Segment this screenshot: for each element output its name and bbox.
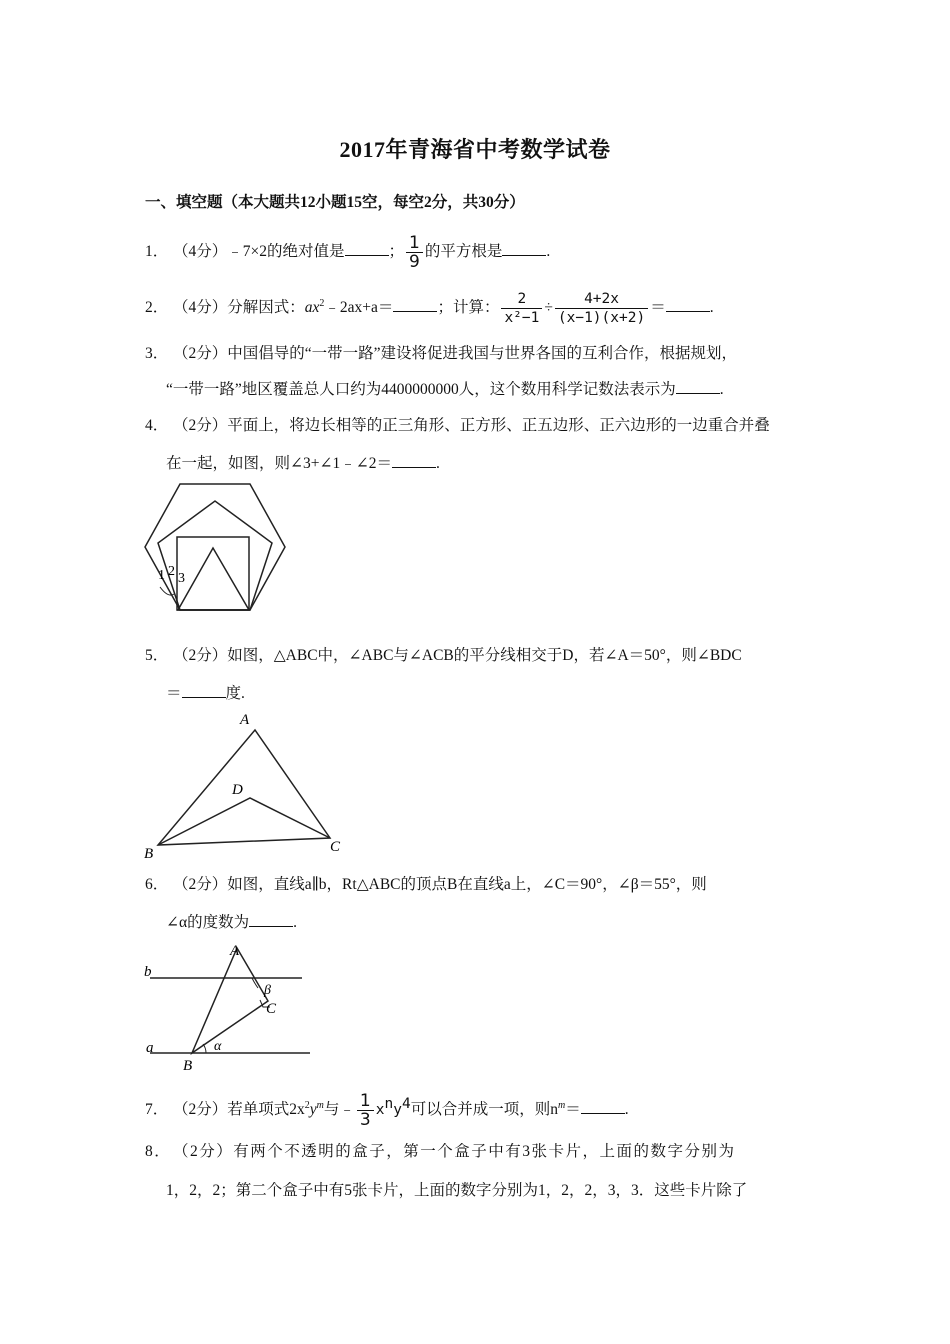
variable: y (309, 1101, 317, 1119)
denominator: 3 (359, 1110, 371, 1130)
question-5-line-2 (166, 682, 245, 706)
equals-sign: ＝ (565, 1101, 581, 1119)
question-number: 4． (145, 417, 169, 434)
period: . (624, 1101, 629, 1119)
denominator: (x−1)(x+2) (557, 310, 646, 326)
variable: x (375, 1102, 385, 1119)
variable: y (393, 1102, 402, 1119)
answer-blank (392, 453, 436, 468)
question-text: “一带一路”地区覆盖总人口约为4400000000人，这个数用科学记数法表示为 (166, 381, 676, 398)
line-label-a: a (146, 1040, 154, 1056)
question-score: （2分） (173, 1143, 234, 1160)
question-7 (145, 1092, 629, 1129)
vertex-label-b: B (183, 1058, 193, 1074)
numerator: 2 (501, 290, 542, 309)
question-text: ∠α的度数为 (166, 914, 250, 931)
exponent: m (316, 1099, 324, 1111)
question-text: 如图，直线a∥b，Rt△ABC的顶点B在直线a上，∠C＝90°，∠β＝55°，则 (227, 876, 707, 893)
question-1 (145, 234, 550, 271)
question-number: 8． (145, 1143, 172, 1160)
pentagon-shape (158, 501, 272, 610)
answer-blank (393, 297, 437, 312)
question-text: 如图，△ABC中，∠ABC与∠ACB的平分线相交于D，若∠A＝50°，则∠BDC (227, 647, 742, 664)
exponent: 4 (401, 1095, 411, 1112)
question-number: 7． (145, 1101, 169, 1119)
denominator: x²−1 (504, 310, 540, 326)
exponent: 2 (304, 1099, 310, 1111)
question-3 (145, 342, 737, 366)
polygons-figure (140, 480, 295, 615)
question-score: （4分） (173, 299, 228, 317)
question-6 (145, 873, 707, 897)
question-text: ；计算： (437, 299, 500, 317)
page-title: 2017年青海省中考数学试卷 (339, 137, 611, 162)
question-8 (145, 1140, 736, 1164)
numerator: 1 (357, 1092, 374, 1111)
triangle-abc-figure (140, 708, 355, 863)
question-text: 可以合并成一项，则n (410, 1101, 558, 1119)
question-4-line-2 (166, 452, 440, 476)
bisector-lines (158, 798, 330, 845)
answer-blank (666, 297, 710, 312)
answer-blank (676, 379, 720, 394)
expression: ax (304, 299, 320, 317)
question-text: 1，2，2；第二个盒子中有5张卡片，上面的数字分别为1，2，2，3，3．这些卡片除了 (166, 1182, 748, 1199)
question-number: 5． (145, 647, 169, 664)
question-score: （4分） (173, 243, 228, 261)
question-score: （2分） (173, 345, 228, 362)
question-8-line-2 (166, 1179, 747, 1203)
angle-label-1: 1 (158, 568, 165, 583)
question-score: （2分） (173, 417, 228, 434)
numerator: 4+2x (555, 290, 648, 309)
question-3-line-2 (166, 378, 724, 402)
vertex-label-c: C (266, 1001, 277, 1017)
numerator: 1 (406, 234, 423, 253)
expression: ﹣2ax+a＝ (324, 299, 394, 317)
question-text: 若单项式2x (227, 1101, 305, 1119)
point-label-d: D (232, 782, 243, 798)
question-6-line-2 (166, 911, 297, 935)
vertex-label-a: A (230, 943, 240, 959)
question-text: 有两个不透明的盒子，第一个盒子中有3张卡片，上面的数字分别为 (233, 1143, 736, 1160)
question-score: （2分） (173, 1101, 228, 1119)
angle-label-3: 3 (178, 571, 185, 586)
question-4 (145, 414, 770, 438)
angle-label-2: 2 (168, 564, 175, 579)
exponent: n (384, 1095, 394, 1112)
question-number: 2． (145, 299, 169, 317)
question-text: 在一起，如图，则∠3+∠1﹣∠2＝ (166, 455, 392, 472)
angle-arc (160, 587, 174, 595)
denominator: 9 (409, 252, 420, 272)
question-number: 1． (145, 243, 169, 261)
question-text: 与﹣ (323, 1101, 355, 1119)
answer-blank (345, 241, 389, 256)
right-triangle (192, 948, 268, 1053)
period: . (435, 455, 440, 472)
question-text: 平面上，将边长相等的正三角形、正方形、正五边形、正六边形的一边重合并叠 (227, 417, 770, 434)
vertex-label-a: A (240, 712, 250, 728)
answer-blank (502, 241, 546, 256)
vertex-label-b: B (144, 846, 154, 862)
question-score: （2分） (173, 647, 228, 664)
answer-blank (249, 912, 293, 927)
fraction (357, 1092, 374, 1129)
question-text: ﹣7×2的绝对值是 (227, 243, 345, 261)
question-text: 度. (225, 685, 245, 702)
line-label-b: b (144, 964, 152, 980)
answer-blank (182, 683, 226, 698)
question-text: 中国倡导的“一带一路”建设将促进我国与世界各国的互利合作，根据规划， (227, 345, 738, 362)
parallel-lines-figure (140, 938, 320, 1076)
division-sign: ÷ (544, 299, 553, 317)
question-2 (145, 290, 714, 327)
answer-blank (581, 1099, 625, 1114)
question-score: （2分） (173, 876, 228, 893)
fraction (406, 234, 423, 271)
exponent: m (557, 1099, 566, 1111)
vertex-label-c: C (330, 839, 341, 855)
question-text: 分解因式： (227, 299, 305, 317)
equals-sign: ＝ (650, 299, 666, 317)
separator: ； (388, 243, 405, 261)
triangle-shape (178, 548, 249, 610)
angle-label-beta: β (264, 983, 271, 998)
period: . (546, 243, 551, 261)
fraction (501, 290, 542, 327)
period: . (293, 914, 297, 931)
hexagon-shape (145, 484, 285, 610)
period: . (709, 299, 714, 317)
question-text: ＝ (166, 685, 182, 702)
question-5 (145, 644, 742, 668)
exponent: 2 (319, 297, 325, 309)
question-text: 的平方根是 (424, 243, 503, 261)
question-number: 6． (145, 876, 169, 893)
section-heading: 一、填空题（本大题共12小题15空，每空2分，共30分） (145, 194, 525, 211)
angle-label-alpha: α (214, 1039, 222, 1054)
period: . (719, 381, 724, 398)
fraction (555, 290, 648, 327)
question-number: 3． (145, 345, 169, 362)
triangle-abc (158, 730, 330, 845)
